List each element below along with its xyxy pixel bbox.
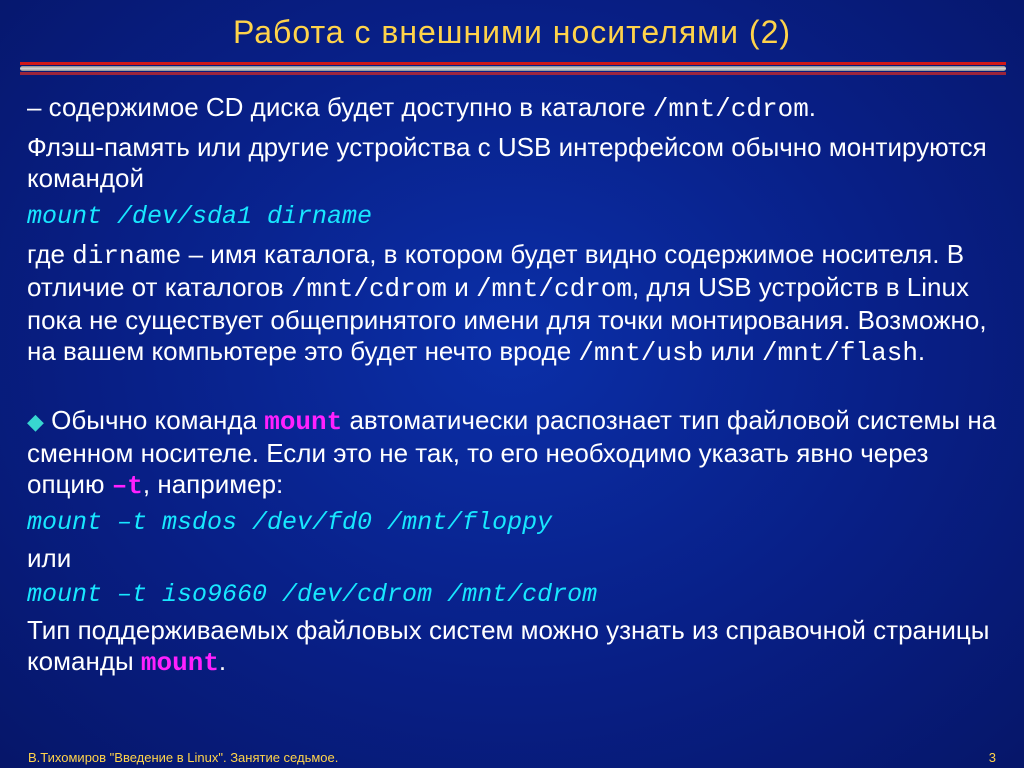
command-mount-sda1: mount /dev/sda1 dirname [27, 202, 373, 231]
diamond-bullet-icon: ◆ [27, 409, 44, 434]
paragraph-dirname [27, 239, 1012, 369]
text-fragment: где [27, 239, 73, 269]
title-divider-red [20, 62, 1006, 65]
title-divider-shadow [20, 72, 1006, 75]
path-mnt-cdrom: /mnt/cdrom [652, 94, 809, 124]
paragraph-fs-types [27, 615, 1012, 679]
text-fragment: . [808, 92, 817, 122]
code-dirname: dirname [72, 241, 182, 271]
text-fragment: автоматически распознает тип файловой системы на сменном носителе. Если это не так, то его необходимо указать явно через опцию [27, 405, 997, 499]
text-fragment: , для USB устройств в Linux пока не существует общепринятого имени для точки монтирования. Возможно, на вашем компьютере это будет нечто вроде [27, 272, 987, 366]
paragraph-usb-mount: Флэш-память или другие устройства с USB интерфейсом обычно монтируются командой [27, 132, 987, 193]
path-mnt-flash: /mnt/flash [761, 338, 918, 368]
keyword-mount: mount [264, 407, 343, 437]
footer-credit: В.Тихомиров "Введение в Linux". Занятие седьмое. [28, 750, 339, 765]
text-fragment: . [218, 646, 227, 676]
text-fragment: – имя каталога, в котором будет видно содержимое носителя. В отличие от каталогов [27, 239, 965, 302]
command-mount-iso9660: mount –t iso9660 /dev/cdrom /mnt/cdrom [27, 580, 598, 609]
page-number: 3 [988, 750, 996, 765]
title-divider-silver [20, 66, 1006, 71]
keyword-mount: mount [140, 648, 219, 678]
path-mnt-cdrom: /mnt/cdrom [475, 274, 632, 304]
slide-body [27, 92, 1012, 679]
text-or: или [27, 543, 72, 573]
text-fragment: – содержимое CD диска будет доступно в каталоге [27, 92, 653, 122]
text-fragment: Тип поддерживаемых файловых систем можно узнать из справочной страницы команды [27, 615, 990, 676]
bullet-mount-autodetect [27, 405, 1012, 502]
path-mnt-usb: /mnt/usb [578, 338, 704, 368]
line-cd-contents [27, 92, 1012, 125]
text-fragment: и [446, 272, 476, 302]
slide-title: Работа с внешними носителями (2) [232, 14, 792, 50]
keyword-option-t: –t [111, 471, 143, 501]
text-fragment: . [917, 336, 926, 366]
text-fragment: или [703, 336, 762, 366]
path-mnt-cdrom: /mnt/cdrom [290, 274, 447, 304]
command-mount-msdos: mount –t msdos /dev/fd0 /mnt/floppy [27, 508, 553, 537]
text-fragment: Обычно команда [43, 405, 265, 435]
text-fragment: , например: [142, 469, 284, 499]
